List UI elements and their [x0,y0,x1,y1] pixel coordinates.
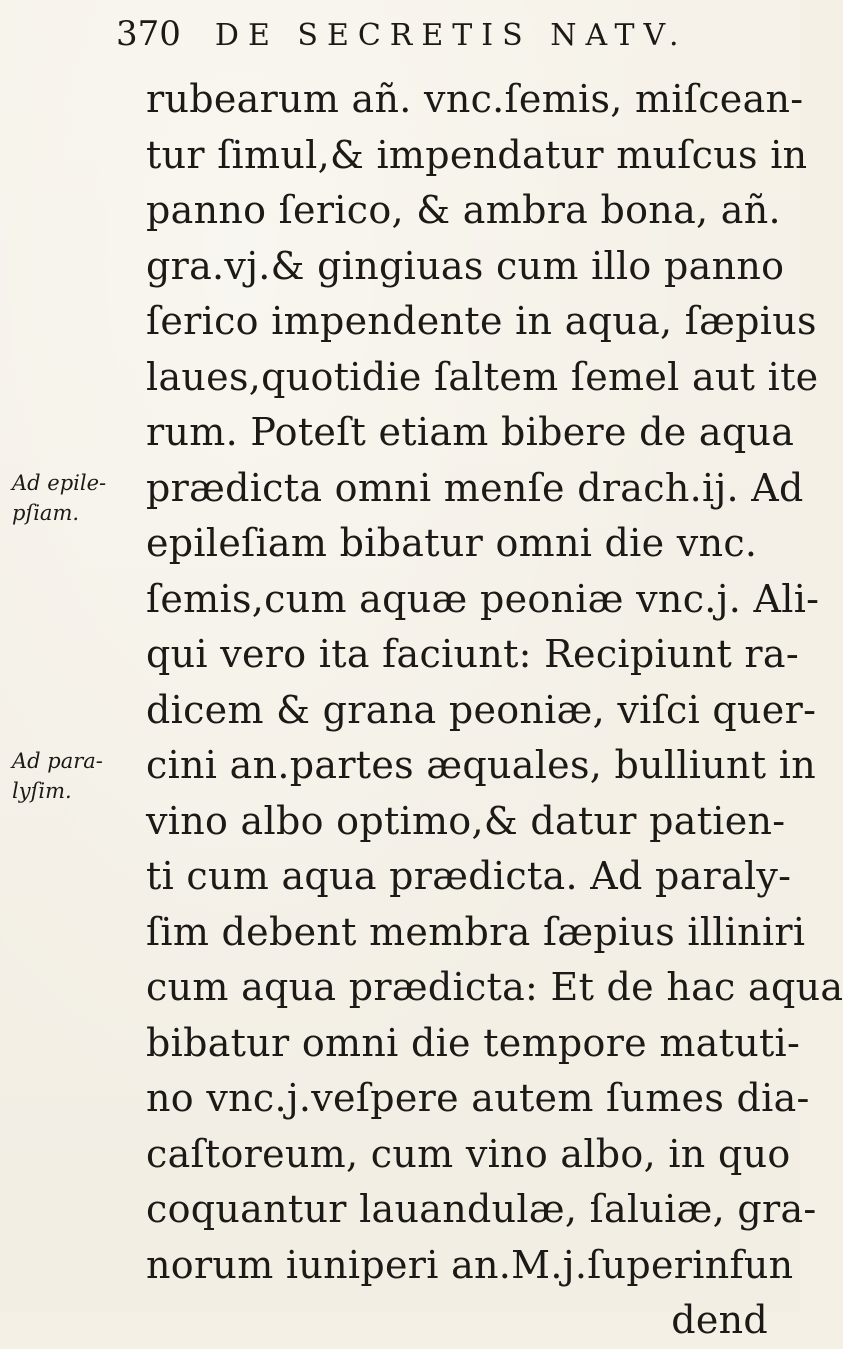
margin-note-epilepsy [12,468,106,528]
text-line: dicem & grana peoniæ, viſci quer- [146,687,817,732]
text-line: rubearum añ. vnc.ſemis, miſcean- [146,77,804,121]
body-text [146,72,843,1349]
text-line: bibatur omni die tempore matuti- [146,1020,801,1065]
margin-note-line: Ad para- [12,749,103,773]
text-line: no vnc.j.veſpere autem ſumes dia- [146,1076,810,1120]
page-number: 370 [116,14,181,54]
running-title: DE SECRETIS NATV. [214,18,688,53]
text-line: qui vero ita faciunt: Recipiunt ra- [146,632,799,676]
margin-note-line: Ad epile- [12,471,107,495]
margin-note-line: lyſim. [12,779,72,803]
text-line: ti cum aqua prædicta. Ad paraly- [146,854,792,898]
catchword: dend [671,1298,768,1342]
text-line: ſerico impendente in aqua, ſæpius [146,299,817,343]
text-line: caſtoreum, cum vino albo, in quo [146,1131,791,1176]
text-line: rum. Poteſt etiam bibere de aqua [146,410,795,454]
margin-note-paralysis [12,746,103,806]
text-line: vino albo optimo,& datur patien- [146,798,786,843]
text-line: prædicta omni menſe drach.ij. Ad [146,465,804,510]
text-line: epileſiam bibatur omni die vnc. [146,521,758,565]
text-line: panno ſerico, & ambra bona, añ. [146,188,781,232]
text-line: coquantur lauandulæ, ſaluiæ, gra- [146,1187,817,1231]
text-line: cum aqua prædicta: Et de hac aqua [146,965,843,1009]
text-line: ſemis,cum aquæ peoniæ vnc.j. Ali- [146,576,820,621]
text-line: cini an.partes æquales, bulliunt in [146,743,816,787]
text-line: gra.vj.& gingiuas cum illo panno [146,243,785,288]
text-line: laues,quotidie ſaltem ſemel aut ite [146,354,819,399]
text-line: norum iuniperi an.M.j.ſuperinfun [146,1242,794,1287]
margin-note-line: pſiam. [12,501,80,525]
text-line: tur ſimul,& impendatur muſcus in [146,132,808,177]
text-line: ſim debent membra ſæpius illiniri [146,909,806,954]
running-head [116,14,756,64]
